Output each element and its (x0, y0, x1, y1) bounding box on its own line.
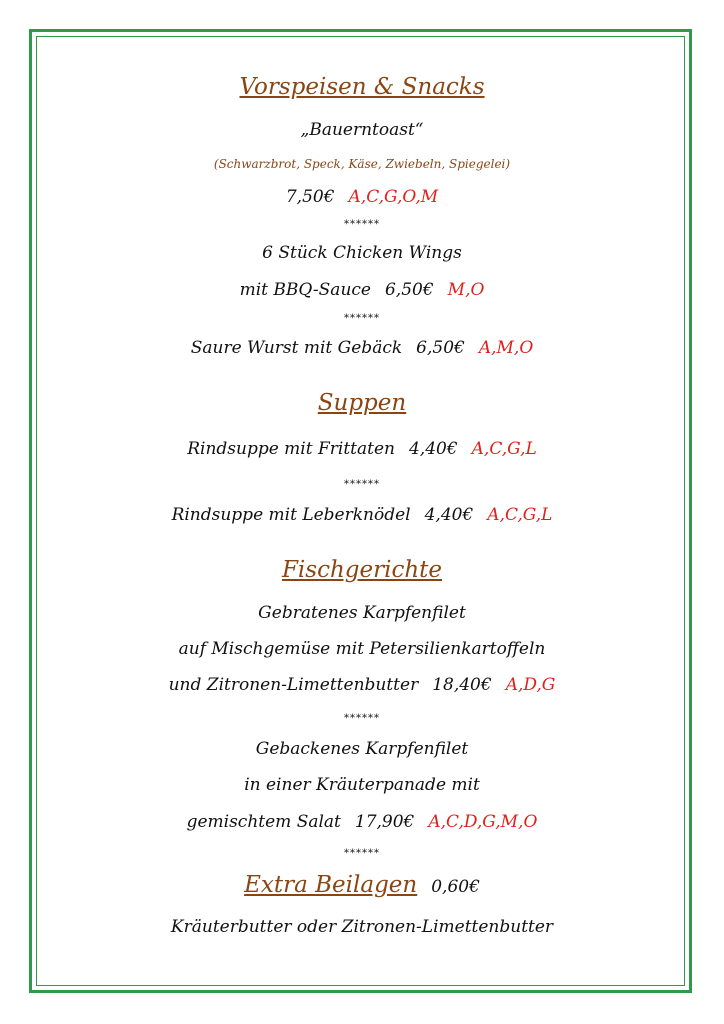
item-gebackenes-karpfenfilet-line2: in einer Kräuterpanade mit (244, 775, 480, 795)
item-bauerntoast-name: „Bauerntoast“ (300, 120, 424, 140)
item-saure-wurst-line (0, 338, 724, 358)
item-leberknoedel-name: Rindsuppe mit Leberknödel (171, 505, 411, 525)
item-chicken-wings-name: 6 Stück Chicken Wings (262, 243, 462, 263)
section-title-soups: Suppen (317, 390, 407, 416)
item-chicken-wings-price-line (0, 280, 724, 300)
item-gebratenes-karpfenfilet-allergens: A,D,G (505, 675, 556, 695)
section-title-extras: Extra Beilagen (244, 872, 418, 898)
extras-description: Kräuterbutter oder Zitronen-Limettenbutter (170, 917, 554, 937)
item-gebratenes-karpfenfilet-line3 (0, 675, 724, 695)
item-chicken-wings-allergens: M,O (447, 280, 485, 300)
item-bauerntoast-price-line (0, 187, 724, 207)
item-bauerntoast-description: (Schwarzbrot, Speck, Käse, Zwiebeln, Spiegelei) (213, 157, 511, 171)
item-leberknoedel-price: 4,40€ (424, 505, 474, 525)
item-leberknoedel-line (0, 505, 724, 525)
item-gebratenes-karpfenfilet-line2: auf Mischgemüse mit Petersilienkartoffeln (178, 639, 546, 659)
item-frittaten-name: Rindsuppe mit Frittaten (187, 439, 395, 459)
separator: ****** (344, 848, 380, 859)
separator: ****** (344, 713, 380, 724)
separator: ****** (344, 313, 380, 324)
item-chicken-wings-price: 6,50€ (384, 280, 434, 300)
item-gebackenes-karpfenfilet-allergens: A,C,D,G,M,O (428, 812, 538, 832)
extras-line (0, 872, 724, 898)
extras-price: 0,60€ (431, 877, 480, 897)
section-title-fish: Fischgerichte (281, 557, 443, 583)
item-gebackenes-karpfenfilet-price: 17,90€ (354, 812, 415, 832)
separator: ****** (344, 479, 380, 490)
item-bauerntoast-price: 7,50€ (285, 187, 335, 207)
item-frittaten-line (0, 439, 724, 459)
separator: ****** (344, 219, 380, 230)
section-title-starters: Vorspeisen & Snacks (239, 74, 485, 100)
item-saure-wurst-allergens: A,M,O (478, 338, 534, 358)
item-gebratenes-karpfenfilet-line1: Gebratenes Karpfenfilet (258, 603, 466, 623)
item-gebackenes-karpfenfilet-line1: Gebackenes Karpfenfilet (255, 739, 469, 759)
item-frittaten-price: 4,40€ (408, 439, 458, 459)
item-gebratenes-karpfenfilet-price: 18,40€ (432, 675, 492, 695)
item-gebackenes-karpfenfilet-side: gemischtem Salat (186, 812, 341, 832)
item-saure-wurst-name: Saure Wurst mit Gebäck (190, 338, 403, 358)
item-leberknoedel-allergens: A,C,G,L (487, 505, 553, 525)
item-gebackenes-karpfenfilet-line3 (0, 812, 724, 832)
item-frittaten-allergens: A,C,G,L (471, 439, 537, 459)
item-bauerntoast-allergens: A,C,G,O,M (348, 187, 439, 207)
item-gebratenes-karpfenfilet-side: und Zitronen-Limettenbutter (168, 675, 419, 695)
item-chicken-wings-sauce: mit BBQ-Sauce (239, 280, 371, 300)
item-saure-wurst-price: 6,50€ (416, 338, 465, 358)
